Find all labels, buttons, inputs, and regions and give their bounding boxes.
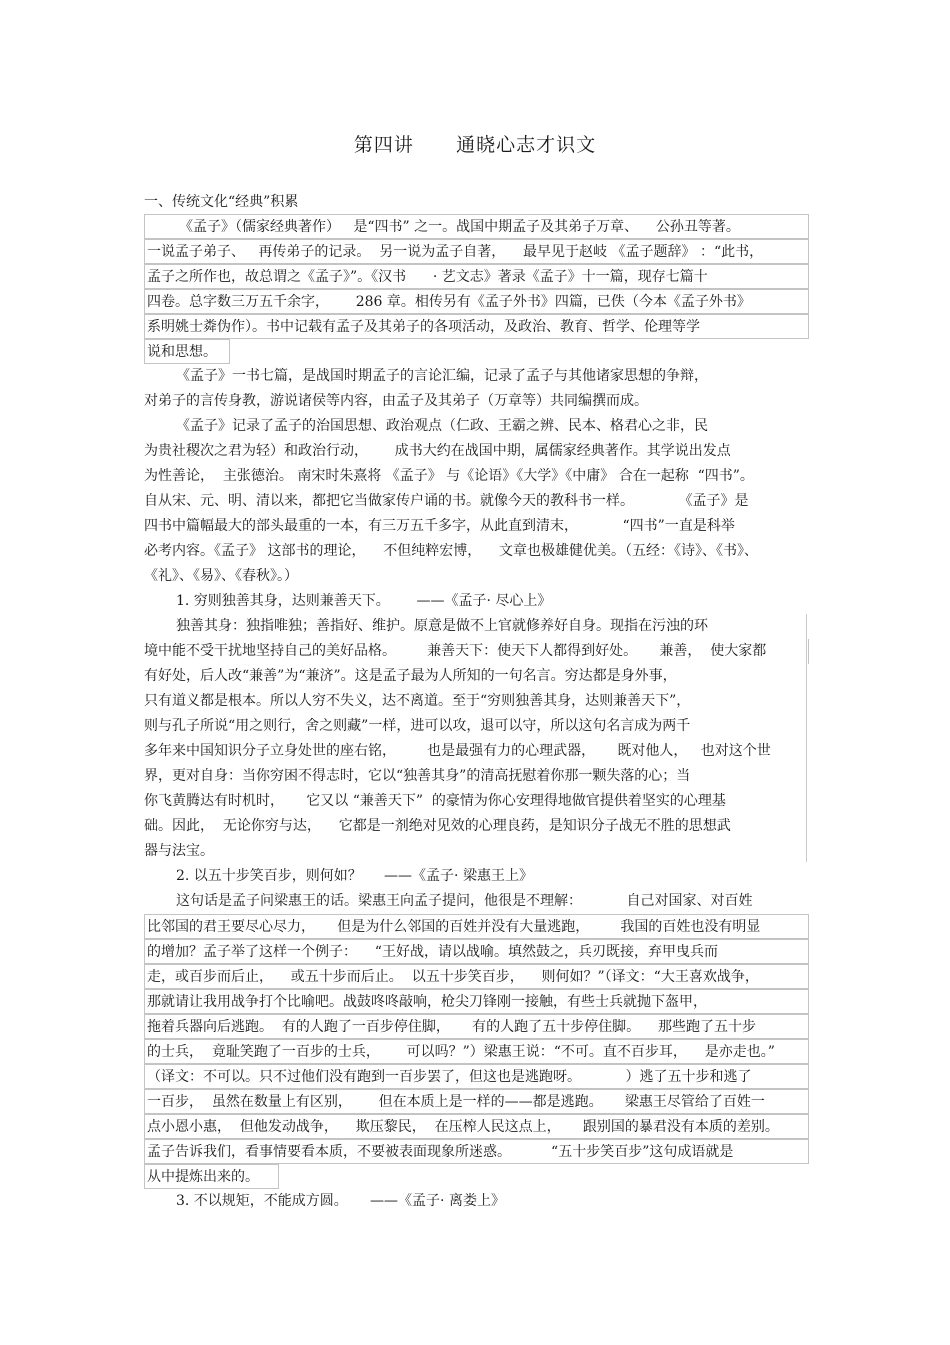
- text-line: 孟子告诉我们，看事情要看本质，不要被表面现象所迷惑。 “五十步笑百步”这句成语就是: [144, 1139, 809, 1164]
- text-line: 那就请让我用战争打个比喻吧。战鼓咚咚敲响，枪尖刀锋刚一接触，有些士兵就抛下盔甲，: [144, 989, 809, 1014]
- text-line: 你飞黄腾达有时机时， 它又以 “兼善天下” 的豪情为你心安理得地做官提供着坚实的心理基: [144, 793, 726, 809]
- text-line: 独善其身：独指唯独；善指好、维护。原意是做不上官就修养好自身。现指在污浊的环: [176, 618, 708, 634]
- text-line: 只有道义都是根本。所以人穷不失义，达不离道。至于“穷则独善其身，达则兼善天下”，: [144, 693, 691, 709]
- page-title: 第四讲 通晓心志才识文: [353, 134, 597, 156]
- text-line: 为性善论， 主张德治。 南宋时朱熹将 《孟子》 与《论语》《大学》《中庸》 合在一起称 “四书”。: [144, 468, 754, 484]
- text-line: 自从宋、元、明、清以来，都把它当做家传户诵的书。就像今天的教科书一样。 《孟子》是: [144, 493, 749, 509]
- text-line: 为贵社稷次之君为轻）和政治行动， 成书大约在战国中期，属儒家经典著作。其学说出发点: [144, 443, 731, 459]
- text-line: 境中能不受干扰地坚持自己的美好品格。 兼善天下：使天下人都得到好处。 兼善， 使大家都: [144, 639, 809, 664]
- quote-heading: 3. 不以规矩，不能成方圆。 ——《孟子· 离娄上》: [176, 1193, 505, 1209]
- section-heading: 一、传统文化“经典”积累: [144, 194, 299, 210]
- text-line: 的士兵， 竟耻笑跑了一百步的士兵， 可以吗？”）梁惠王说：“不可。直不百步耳， 是亦走也。”: [144, 1039, 809, 1064]
- text-line: 一百步， 虽然在数量上有区别， 但在本质上是一样的——都是逃跑。 梁惠王尽管给了百姓一: [144, 1089, 809, 1114]
- text-line: 四卷。总字数三万五千余字， 286 章。相传另有《孟子外书》四篇，已佚（今本《孟子外书》: [144, 289, 809, 314]
- text-line: 则与孔子所说“用之则行，舍之则藏”一样，进可以攻，退可以守，所以这句名言成为两千: [144, 718, 691, 734]
- text-line: 的增加？孟子举了这样一个例子： “王好战，请以战喻。填然鼓之，兵刃既接，弃甲曳兵而: [144, 939, 809, 964]
- text-line: 走，或百步而后止， 或五十步而后止。 以五十步笑百步， 则何如？”（译文：“大王喜欢战争，: [144, 964, 809, 989]
- text-line: （译文：不可以。只不过他们没有跑到一百步罢了，但这也是逃跑呀。 ）逃了五十步和逃了: [144, 1064, 809, 1089]
- text-line: 这句话是孟子问梁惠王的话。梁惠王向孟子提问，他很是不理解： 自己对国家、对百姓: [176, 893, 753, 909]
- text-line: 器与法宝。: [144, 843, 214, 859]
- text-line: 系明姚士粦伪作）。书中记载有孟子及其弟子的各项活动，及政治、教育、哲学、伦理等学: [144, 314, 809, 339]
- quote-heading: 1. 穷则独善其身，达则兼善天下。 ——《孟子· 尽心上》: [176, 593, 552, 609]
- text-line: 拖着兵器向后逃跑。 有的人跑了一百步停住脚， 有的人跑了五十步停住脚。 那些跑了五十步: [144, 1014, 809, 1039]
- text-line: 点小恩小惠， 但他发动战争， 欺压黎民， 在压榨人民这点上， 跟别国的暴君没有本质的差别。: [144, 1114, 809, 1139]
- text-line: 界，更对自身：当你穷困不得志时，它以“独善其身”的清高抚慰着你那一颗失落的心；当: [144, 768, 691, 784]
- text-line: 比邻国的君王要尽心尽力， 但是为什么邻国的百姓并没有大量逃跑， 我国的百姓也没有明显: [144, 914, 809, 939]
- text-line: 四书中篇幅最大的部头最重的一本，有三万五千多字，从此直到清末， “四书”一直是科举: [144, 518, 735, 534]
- text-line: 孟子之所作也，故总谓之《孟子》”。《汉书 · 艺文志》著录《孟子》十一篇，现存七篇十: [144, 264, 809, 289]
- text-line: 《孟子》记录了孟子的治国思想、政治观点（仁政、王霸之辨、民本、格君心之非，民: [176, 418, 708, 434]
- text-line: 多年来中国知识分子立身处世的座右铭， 也是最强有力的心理武器， 既对他人， 也对这个世: [144, 743, 771, 759]
- quote-heading: 2. 以五十步笑百步，则何如？ ——《孟子· 梁惠王上》: [176, 868, 533, 884]
- text-line: 从中提炼出来的。: [144, 1164, 279, 1189]
- text-line: 《孟子》（儒家经典著作） 是“四书” 之一。战国中期孟子及其弟子万章、 公孙丑等著。: [144, 214, 809, 239]
- text-line: 说和思想。: [144, 339, 230, 364]
- box-rule: [806, 614, 807, 862]
- text-line: 对弟子的言传身教，游说诸侯等内容，由孟子及其弟子（万章等）共同编撰而成。: [144, 393, 648, 409]
- text-line: 有好处，后人改“兼善”为“兼济”。这是孟子最为人所知的一句名言。穷达都是身外事，: [144, 668, 677, 684]
- text-line: 《礼》、《易》、《春秋》。）: [144, 568, 298, 584]
- text-line: 础。因此， 无论你穷与达， 它都是一剂绝对见效的心理良药，是知识分子战无不胜的思想武: [144, 818, 731, 834]
- text-line: 《孟子》一书七篇，是战国时期孟子的言论汇编，记录了孟子与其他诸家思想的争辩，: [176, 368, 708, 384]
- text-line: 一说孟子弟子、 再传弟子的记录。 另一说为孟子自著， 最早见于赵岐 《孟子题辞》 ：“此书，: [144, 239, 809, 264]
- text-line: 必考内容。《孟子》 这部书的理论， 不但纯粹宏博， 文章也极雄健优美。（五经：《诗》、《书》、: [144, 543, 759, 559]
